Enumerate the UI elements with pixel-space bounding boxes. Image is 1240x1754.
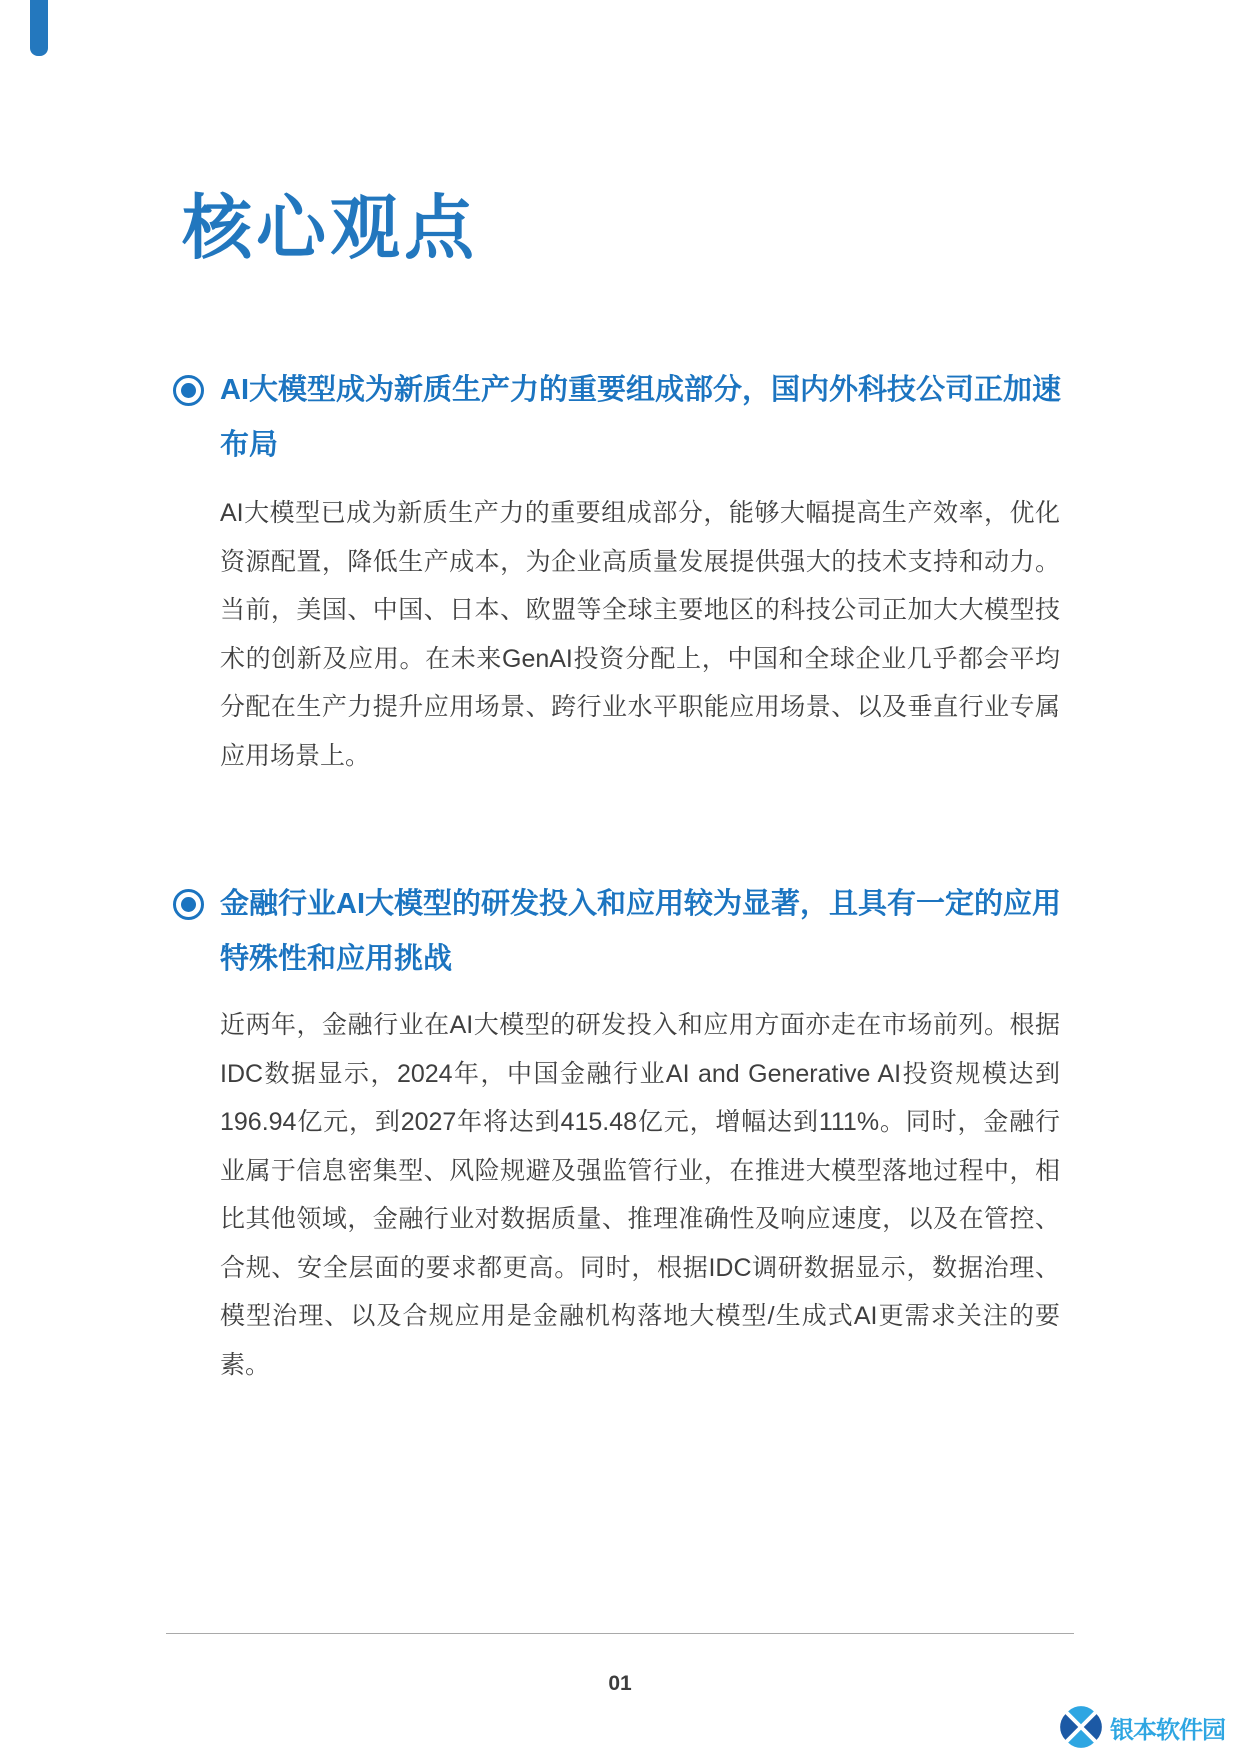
footer-logo — [1058, 1705, 1225, 1749]
logo-text: 银本软件园 — [1110, 1716, 1225, 1744]
section-topic-1 — [173, 363, 1073, 473]
page-number: 01 — [608, 1672, 632, 1695]
section-1-body: AI大模型已成为新质生产力的重要组成部分，能够大幅提高生产效率，优化资源配置，降低生产成本，为企业高质量发展提供强大的技术支持和动力。当前，美国、中国、日本、欧盟等全球主要地区的科技公司正加大大模型技术的创新及应用。在未来GenAI投资分配上，中国和全球企业几乎都会平均分配在生产力提升应用场景、跨行业水平职能应用场景、以及垂直行业专属应用场景上。 — [220, 499, 1060, 770]
target-circle-icon — [173, 889, 204, 920]
target-circle-icon — [173, 375, 204, 406]
clover-pinwheel-icon — [1058, 1705, 1104, 1749]
section-2-heading: 金融行业AI大模型的研发投入和应用较为显著，且具有一定的应用特殊性和应用挑战 — [220, 888, 1062, 975]
target-circle-dot — [181, 897, 196, 912]
section-1-heading: AI大模型成为新质生产力的重要组成部分，国内外科技公司正加速布局 — [220, 374, 1062, 461]
section-2-body: 近两年，金融行业在AI大模型的研发投入和应用方面亦走在市场前列。根据IDC数据显示，2024年，中国金融行业AI and Generative AI投资规模达到196.94亿元，到2027年将达到415.48亿元，增幅达到111%。同时，金融行业属于信息密集型、风险规避及强监管行业，在推进大模型落地过程中，相比其他领域，金融行业对数据质量、推理准确性及响应速度，以及在管控、合规、安全层面的要求都更高。同时，根据IDC调研数据显示，数据治理、模型治理、以及合规应用是金融机构落地大模型/生成式AI更需求关注的要素。 — [220, 1011, 1060, 1379]
page-accent-bar — [30, 0, 48, 56]
target-circle-dot — [181, 383, 196, 398]
footer-divider — [166, 1633, 1074, 1634]
page-title: 核心观点 — [182, 189, 478, 267]
section-topic-2 — [173, 877, 1073, 987]
